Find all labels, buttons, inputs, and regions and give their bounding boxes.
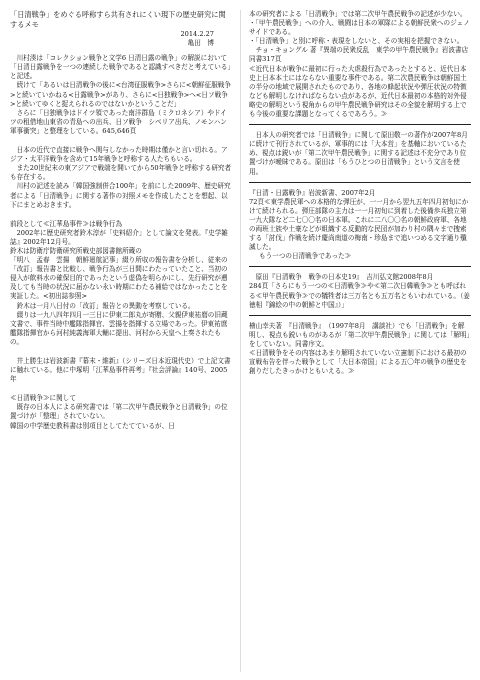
document-author: 亀田 博 xyxy=(187,39,214,48)
section-heading-ganghwa: 前段として≪江華島事件≫は戦争行為 xyxy=(10,219,123,228)
left-paragraph-9: 「明八 孟春 雲揚 朝鮮廻航記事」綴り所収の報告書を分析し、従来の「改訂」報告書と比較し、戦争行為が三日間にわたっていたこと、当初の侵入が飲料水の確保目的であったという虚偽を明らかにし、先行研究が遡及しても当時の状況に届かない永い時期にわたる補給ではなかったことを実証した。<初出誌参照> xyxy=(10,256,228,301)
left-paragraph-13: 既存の日本人による研究書では「第二次甲午農民戦争と日清戦争」の位置づけが「整理」されていない。 xyxy=(10,403,228,421)
left-paragraph-6: 川村の記述を読み「韓国強制併合100年」を前にした2009年、歴史研究者による「日清戦争」に関する著作の対照メモを作成したことを想起、以下にまとめおきます。 xyxy=(10,182,231,209)
left-paragraph-8: 鈴木は防衛庁防衛研究所戦史部図書館所蔵の xyxy=(10,246,142,255)
left-column xyxy=(10,10,232,431)
left-paragraph-2: 続けて「あるいは日清戦争の後に<台湾征服戦争>さらに<朝鮮征服戦争>と続いていかねる<日露戦争>があり、さらに<日独戦争>へ<日ソ戦争>と続いてゆくと捉えられるのではないかということだ」 xyxy=(10,81,231,108)
right-paragraph-7: 『日清・日露戦争』岩波新書、2007年2月 xyxy=(249,188,376,197)
section-heading-sino-japanese-war: ≪日清戦争≫に関して xyxy=(10,394,76,403)
right-quote-2: 72頁≪東学農民軍への本格的な弾圧が、一一月から翌九五年四月初旬にかけて続けられる。弾圧部隊の主力は一一月初旬に到着した後備歩兵独立第一九大隊など二七〇〇名の日本軍。これに二八〇〇名の朝鮮政府軍、各地の両班士族や土豪などが組織する反動的な民団が加わり村の隅々まで捜索する「討伐」作戦を続け慶尚南道の梅南・珍島まで追いつめる文字通り殲滅した。 xyxy=(249,197,469,252)
rule-3 xyxy=(249,266,471,267)
rule-4 xyxy=(249,315,471,316)
right-paragraph-4: チョ・キョングル 著『異端の民衆反乱 東学の甲午農民戦争』岩波書店同書317頁 xyxy=(249,46,469,64)
right-paragraph-2: ・「甲午農民戦争」への介入、戦闘は日本の軍隊による朝鮮民衆へのジェノサイドである。 xyxy=(249,19,470,37)
left-paragraph-12: 井上勝生は岩波新書『幕末・維新』（シリーズ日本近現代史）で上記文書に触れている。他に中塚明「江華島事件再考」『社会評論』140号、2005年 xyxy=(10,357,231,384)
rule-1 xyxy=(249,124,471,125)
right-paragraph-10: 原田『日清戦争 戦争の日本史19』 吉川弘文館2008年8月 xyxy=(249,273,434,282)
right-column xyxy=(249,10,471,376)
left-paragraph-4: 日本の近代で直接に戦争へ関与しなかった時期は僅かと言い切れる。アジア・太平洋戦争を含めて15年戦争と呼称する人たちもいる。 xyxy=(10,146,228,164)
left-paragraph-5: また20世紀末の東アジアで戦端を開いてから50年戦争と呼称する研究者も存在する。 xyxy=(10,164,232,182)
left-paragraph-3: さらに「日独戦争はドイツ領であった南洋群島（ミクロネシア）やドイツの租借地山東省の青島への出兵、日ソ戦争 シベリア出兵、ノモンハン軍事衝突」と整理をしている。645,646頁 xyxy=(10,108,227,135)
left-paragraph-11: 綴りは一九八四年四月一三日に伊東二郎丸が寄贈、父親伊東祐麿の旧蔵文書で、事件当時中艦隊指揮官、雲揚を指揮する立場であった。伊東祐麿艦隊指揮官から河村純義海軍大輔に提出、河村から天皇へ上奏されたもの。 xyxy=(10,310,228,346)
right-quote-4: ≪日清戦争をその内容はあまり解明されていない立憲制下における最初の宣戦布告を伴った戦争として「大日本帝国」による五〇年の戦争の歴史を創りだしたきっかけともいえる。≫ xyxy=(249,349,467,376)
left-paragraph-10: 鈴木は一月八日付の「改訂」報告との異動を考察している。 xyxy=(10,301,195,310)
left-paragraph-1: 川村湊は「コレクション戦争と文学6 日清日露の戦争」の解説において「日清日露戦争を一つの連続した戦争であると認識すべきだと考えている」と記述。 xyxy=(10,54,231,81)
rule-2 xyxy=(249,182,471,183)
right-paragraph-1: 本の研究者による「日清戦争」では第二次甲午農民戦争の記述が少ない。 xyxy=(249,10,467,18)
right-quote-2-end: もう一つの日清戦争であった≫ xyxy=(259,252,352,261)
document-title: 「日清戦争」をめぐる呼称すら共有されにくい現下の歴史研究に関するメモ xyxy=(10,10,226,29)
right-paragraph-12: 檜山幸夫著 『日清戦争』 （1997年8月 講談社）でも「日清戦争」を解明し、視点も鋭いものがあるが「第二次甲午農民戦争」に関しては「解明」をしていない。同書序文。 xyxy=(249,321,470,348)
left-paragraph-7: 2002年に歴史研究者鈴木淳が「史料紹介」として論文を発表。『史学雑誌』2002年12月号。 xyxy=(10,228,228,246)
left-paragraph-14: 韓国の中学歴史教科書は別項目としてたてているが、日 xyxy=(10,421,175,430)
right-paragraph-3: ・「日清戦争」と別に呼称・表現をしないと、その実相を把握できない。 xyxy=(249,37,464,46)
column-divider xyxy=(240,10,241,672)
right-quote-3: 284頁「さらにもう一つの≪日清戦争≫や≪第二次日韓戦争≫とも呼ばれる≪甲午農民戦争≫での犠牲者は三万名とも五万名ともいわれている。（姜徳相『錦絵の中の朝鮮と中国』）」 xyxy=(249,282,470,309)
right-paragraph-6: 日本人の研究者では「日清戦争」に関して原田敬一の著作が2007年8月に続けて刊行されているが、軍事的には「大本営」を基軸においているため、視点は鋭いが「第二次甲午農民戦争」に関する記述は不充分であり位置づけが曖昧である。原田は「もうひとつの日清戦争」という文言を使用。 xyxy=(249,131,468,176)
document-date: 2014.2.27 xyxy=(180,30,214,38)
right-quote-1: ≪近代日本が戦争に最初に行った大虐殺行為であったとすると、近代日本史上日本本土にはならない重要な事件である。第二次農民戦争は朝鮮国土の半分の地域で展開されたものであり、各地の蜂起状況や弾圧状況の特徴なども解明しなければならない点があるが、近代日本最初の本格的対外侵略史の解明という視角からの甲午農民戦争研究はその全貌を解明する上でも今後の重要な課題となってくるであろう。≫ xyxy=(249,64,467,119)
